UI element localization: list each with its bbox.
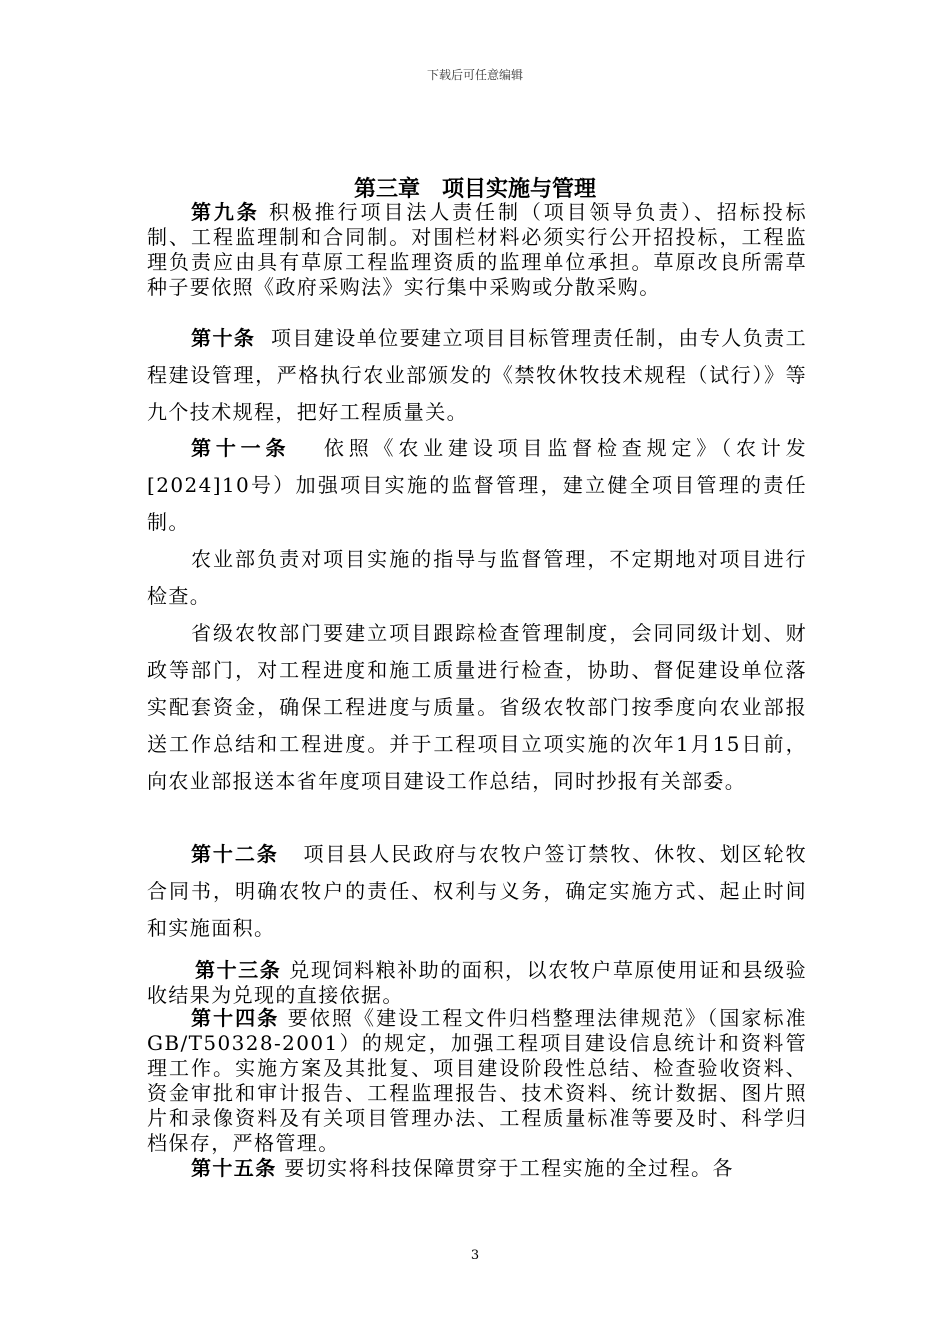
article-text: 要切实将科技保障贯穿于工程实施的全过程。各 bbox=[284, 1156, 734, 1180]
article-15 bbox=[147, 1156, 807, 1181]
article-10 bbox=[147, 320, 807, 431]
article-label: 第十二条 bbox=[191, 842, 279, 866]
article-text: 积极推行项目法人责任制（项目领导负责）、招标投标制、工程监理制和合同制。对围栏材料必须实行公开招投标，工程监理负责应由具有草原工程监理资质的监理单位承担。草原改良所需草种子要依照《政府采购法》实行集中采购或分散采购。 bbox=[147, 200, 808, 299]
article-label: 第十四条 bbox=[191, 1006, 280, 1030]
article-label: 第九条 bbox=[191, 200, 260, 224]
paragraph-text: 省级农牧部门要建立项目跟踪检查管理制度，会同同级计划、财政等部门，对工程进度和施工质量进行检查，协助、督促建设单位落实配套资金，确保工程进度与质量。省级农牧部门按季度向农业部报送工作总结和工程进度。并于工程项目立项实施的次年1月15日前，向农业部报送本省年度项目建设工作总结，同时抄报有关部委。 bbox=[147, 621, 807, 793]
article-text: 要依照《建设工程文件归档整理法律规范》（国家标准GB/T50328-2001）的规定，加强工程项目建设信息统计和资料管理工作。实施方案及其批复、项目建设阶段性总结、检查验收资料、资金审批和审计报告、工程监理报告、技术资料、统计数据、图片照片和录像资料及有关项目管理办法、工程质量标准等要及时、科学归档保存，严格管理。 bbox=[147, 1006, 807, 1155]
page-number: 3 bbox=[470, 1248, 480, 1263]
paragraph-text: 农业部负责对项目实施的指导与监督管理，不定期地对项目进行检查。 bbox=[147, 547, 807, 608]
article-label: 第十五条 bbox=[191, 1156, 277, 1180]
page-header: 下载后可任意编辑 bbox=[426, 68, 523, 82]
article-9 bbox=[147, 200, 807, 300]
article-label: 第十条 bbox=[191, 326, 256, 350]
article-text: 依照《农业建设项目监督检查规定》（农计发[2024]10号）加强项目实施的监督管理，建立健全项目管理的责任制。 bbox=[147, 436, 807, 534]
article-13 bbox=[147, 958, 807, 1008]
article-text: 项目建设单位要建立项目目标管理责任制，由专人负责工程建设管理，严格执行农业部颁发的《禁牧休牧技术规程（试行）》等九个技术规程，把好工程质量关。 bbox=[147, 326, 808, 424]
paragraph-ministry bbox=[147, 541, 807, 615]
article-11 bbox=[147, 430, 807, 541]
article-text: 项目县人民政府与农牧户签订禁牧、休牧、划区轮牧合同书，明确农牧户的责任、权利与义务，确定实施方式、起止时间和实施面积。 bbox=[147, 842, 807, 940]
article-14 bbox=[147, 1006, 807, 1156]
paragraph-province bbox=[147, 615, 807, 800]
article-label: 第十一条 bbox=[191, 436, 291, 460]
article-label: 第十三条 bbox=[195, 958, 282, 982]
chapter-title: 第三章 项目实施与管理 bbox=[353, 177, 596, 202]
article-text: 兑现饲料粮补助的面积，以农牧户草原使用证和县级验收结果为兑现的直接依据。 bbox=[147, 958, 807, 1007]
article-12 bbox=[147, 836, 807, 947]
